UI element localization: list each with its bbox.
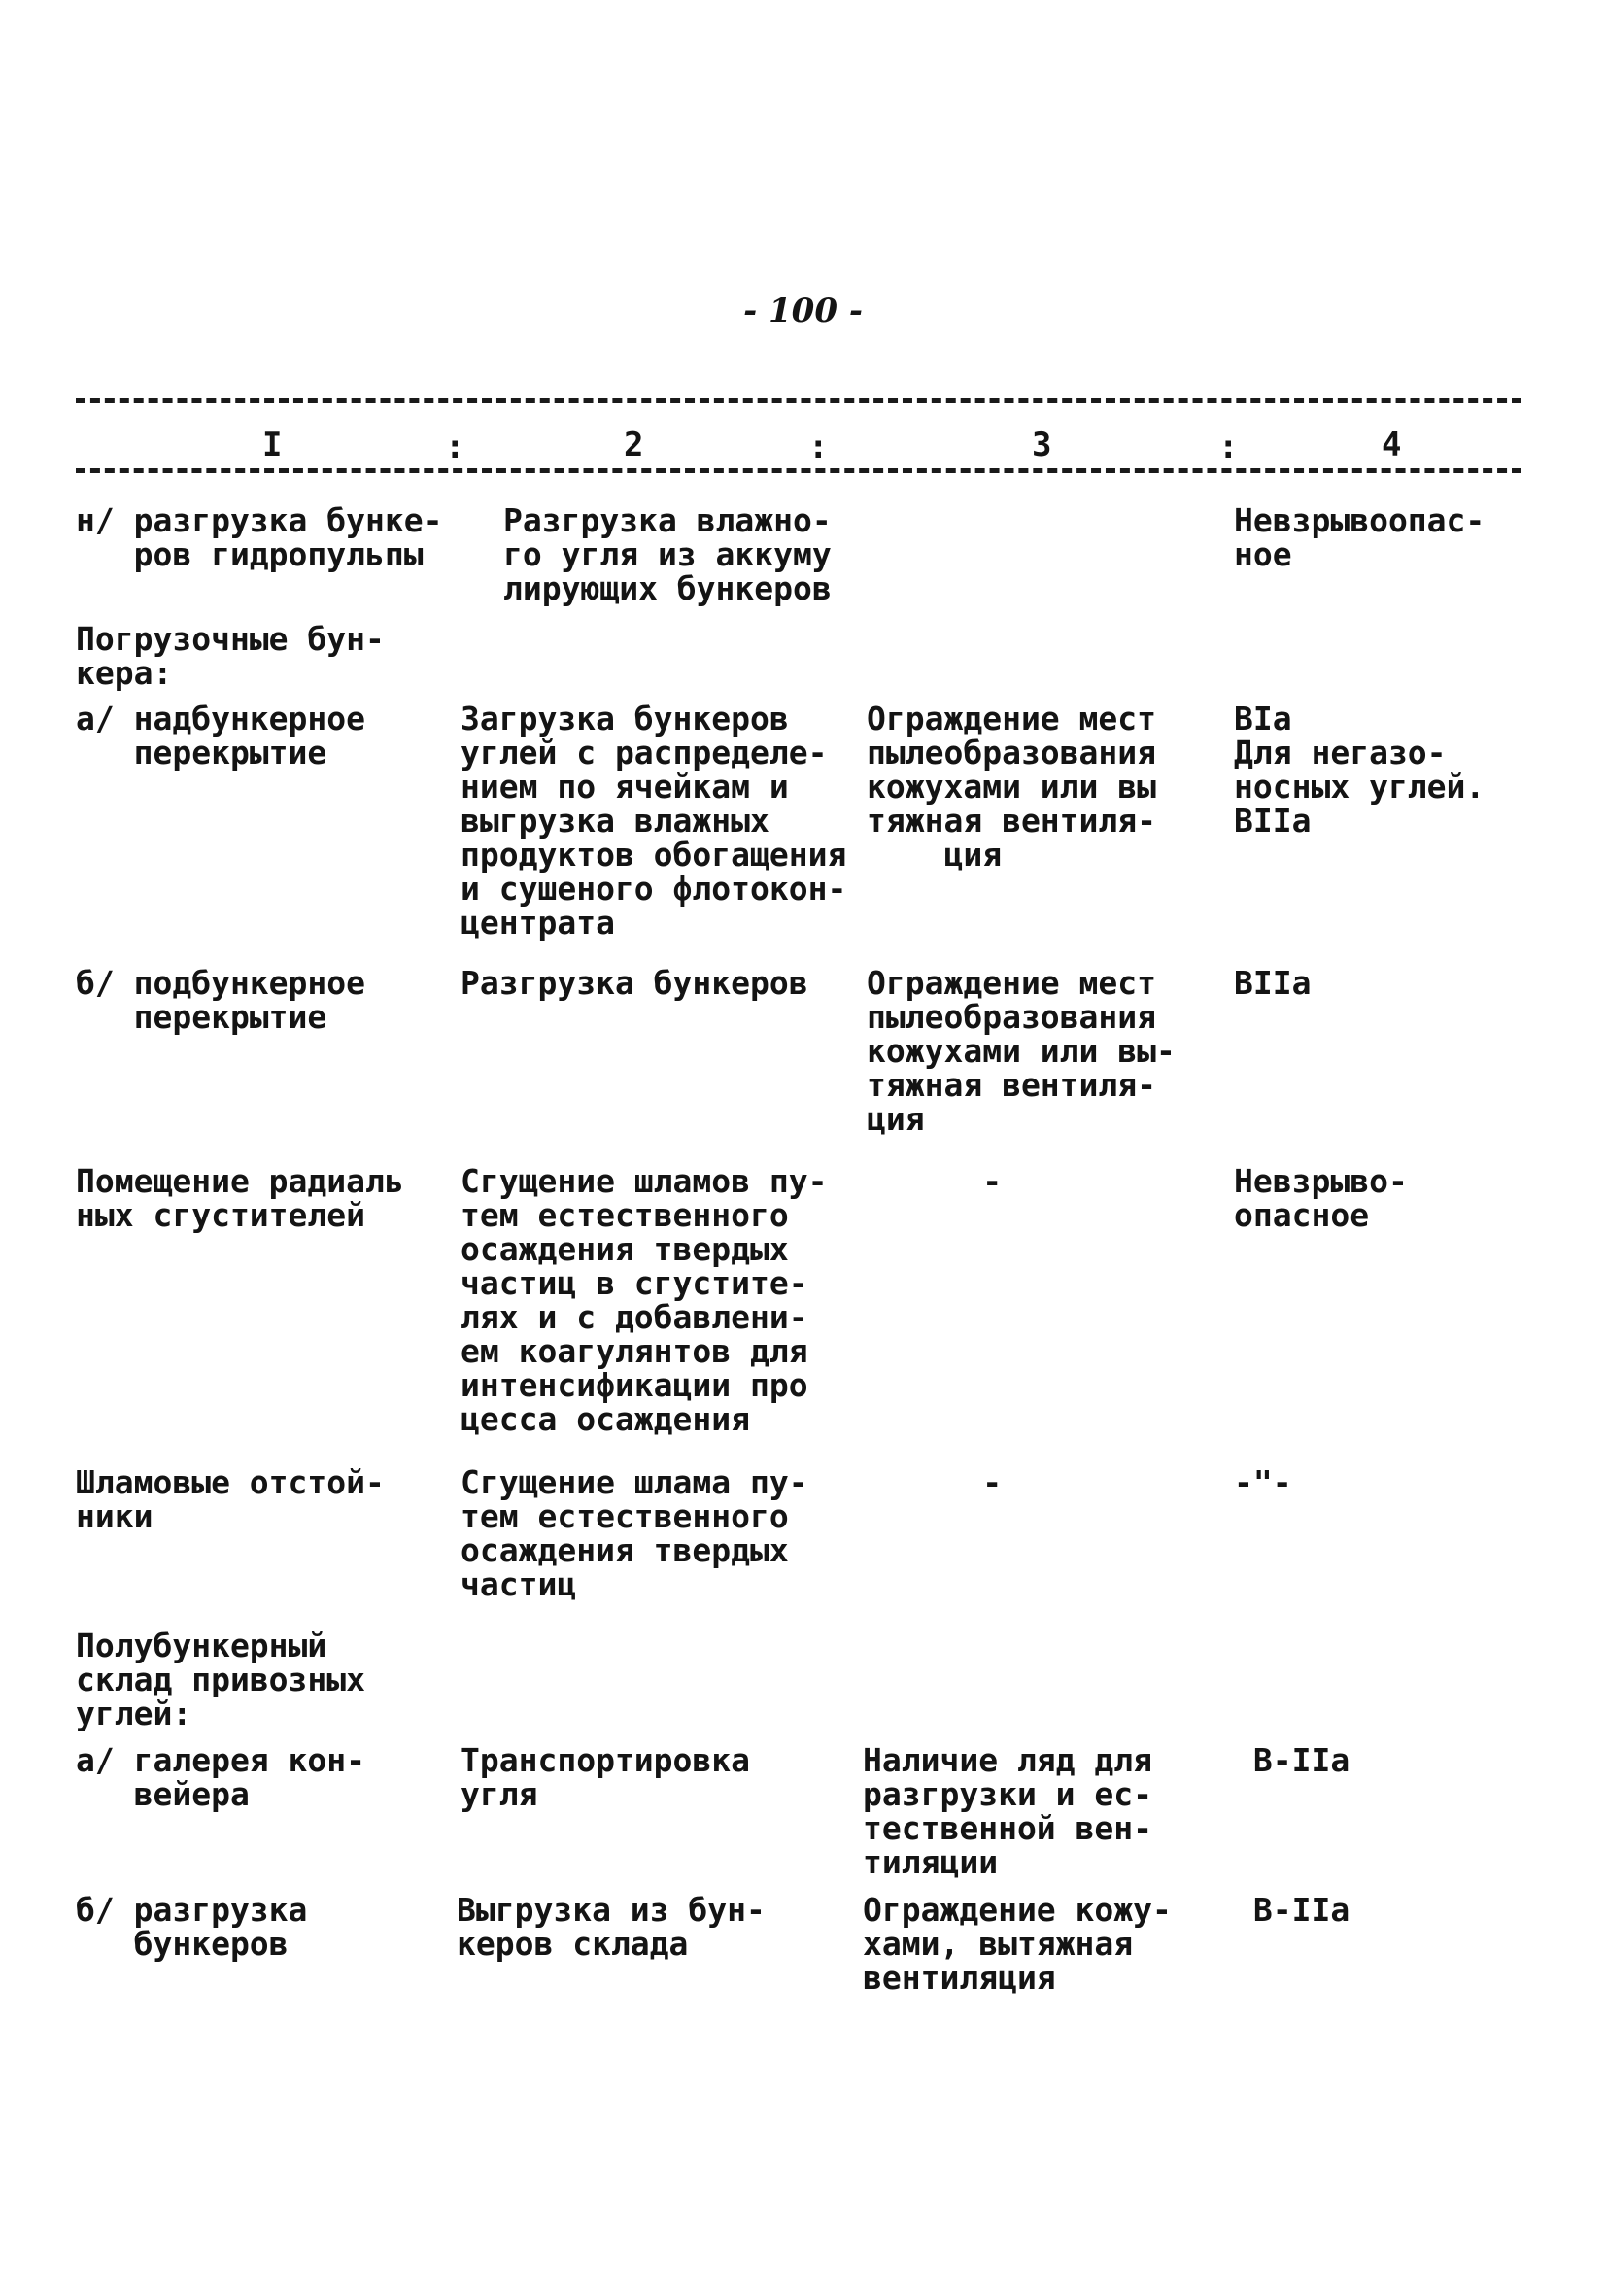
table-top-rule bbox=[76, 398, 1521, 403]
header-bottom-rule bbox=[76, 468, 1521, 473]
column-header-4: 4 bbox=[1382, 426, 1402, 464]
table-cell-r7-c3: Наличие ляд для разгрузки и ес- тественной вен- тиляции bbox=[863, 1741, 1153, 1881]
table-cell-r7-c2: Транспортировка угля bbox=[461, 1741, 751, 1813]
column-separator: : bbox=[445, 428, 465, 466]
table-cell-r2-c1: а/ надбункерное перекрытие bbox=[76, 700, 366, 771]
table-cell-r4-c1: Помещение радиаль ных сгустителей bbox=[76, 1162, 404, 1234]
table-cell-r3-c3: Ограждение мест пылеобразования кожухами или вы- тяжная вентиля- ция bbox=[867, 964, 1176, 1138]
table-cell-r1-c1: Погрузочные бун- кера: bbox=[76, 620, 385, 692]
table-cell-r0-c1: н/ разгрузка бунке- ров гидропульпы bbox=[76, 501, 443, 573]
column-separator: : bbox=[808, 428, 829, 466]
table-cell-r2-c4: ВIа Для негазо- носных углей. ВIIа bbox=[1234, 700, 1486, 840]
table-cell-r7-c4: В-IIа bbox=[1234, 1741, 1350, 1779]
table-cell-r3-c1: б/ подбункерное перекрытие bbox=[76, 964, 366, 1036]
table-cell-r8-c2: Выгрузка из бун- керов склада bbox=[457, 1891, 766, 1963]
column-header-1: I bbox=[262, 426, 283, 464]
table-cell-r2-c2: Загрузка бункеров углей с распределе- нием по ячейкам и выгрузка влажных продуктов обогащения и сушеного флотокон- центрата bbox=[461, 700, 847, 942]
table-cell-r2-c3: Ограждение мест пылеобразования кожухами или вы тяжная вентиля- ция bbox=[867, 700, 1157, 874]
table-cell-r0-c4: Невзрывоопас- ное bbox=[1234, 501, 1486, 573]
table-cell-r5-c4: -"- bbox=[1234, 1463, 1292, 1501]
table-cell-r8-c1: б/ разгрузка бункеров bbox=[76, 1891, 308, 1963]
table-cell-r4-c2: Сгущение шламов пу- тем естественного осаждения твердых частиц в сгустите- лях и с добавлени- ем коагулянтов для интенсификации про цесса осаждения bbox=[461, 1162, 828, 1438]
table-cell-r3-c4: ВIIа bbox=[1234, 964, 1312, 1002]
table-cell-r6-c1: Полубункерный склад привозных углей: bbox=[76, 1627, 366, 1732]
page-number: - 100 - bbox=[743, 291, 863, 330]
table-cell-r7-c1: а/ галерея кон- вейера bbox=[76, 1741, 366, 1813]
column-header-3: 3 bbox=[1032, 426, 1052, 464]
table-cell-r0-c2: Разгрузка влажно- го угля из аккуму лирующих бункеров bbox=[503, 501, 832, 607]
column-separator: : bbox=[1218, 428, 1239, 466]
table-cell-r5-c2: Сгущение шлама пу- тем естественного осаждения твердых частиц bbox=[461, 1463, 808, 1603]
table-cell-r4-c4: Невзрыво- опасное bbox=[1234, 1162, 1408, 1234]
table-cell-r3-c2: Разгрузка бункеров bbox=[461, 964, 808, 1002]
column-header-2: 2 bbox=[624, 426, 644, 464]
table-cell-r4-c3: - bbox=[867, 1162, 1003, 1200]
table-cell-r8-c3: Ограждение кожу- хами, вытяжная вентиляция bbox=[863, 1891, 1172, 1997]
table-cell-r8-c4: В-IIа bbox=[1234, 1891, 1350, 1929]
table-cell-r5-c1: Шламовые отстой- ники bbox=[76, 1463, 385, 1535]
table-cell-r5-c3: - bbox=[867, 1463, 1003, 1501]
